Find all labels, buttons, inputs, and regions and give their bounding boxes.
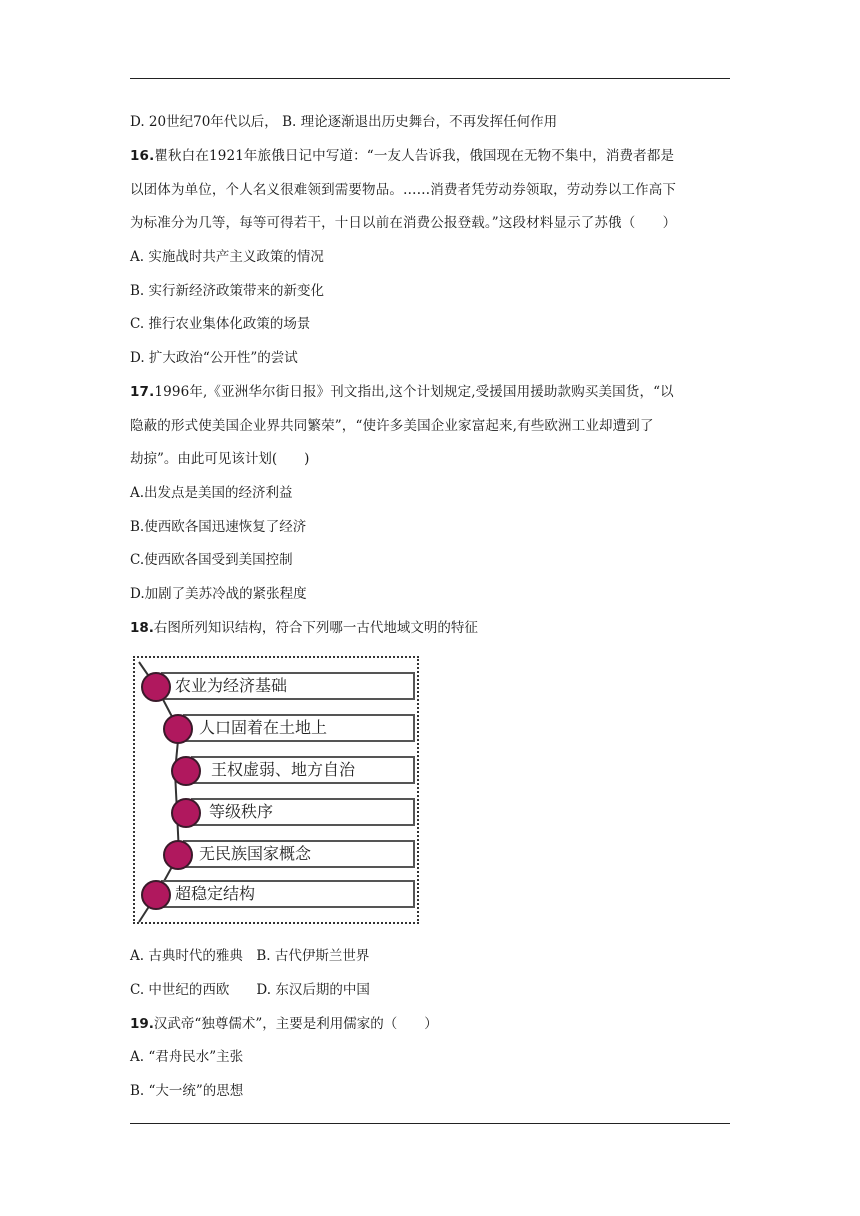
item-label: 王权虚弱、地方自治: [211, 760, 356, 779]
bead-icon: [141, 672, 171, 702]
option-a: A. 实施战时共产主义政策的情况: [130, 249, 324, 265]
item-label: 农业为经济基础: [175, 676, 288, 695]
question-number: 16.: [130, 148, 155, 164]
structure-item: [191, 756, 415, 784]
structure-item: [183, 840, 415, 868]
structure-item: [183, 714, 415, 742]
option-d: D. 扩大政治“公开性”的尝试: [130, 350, 298, 366]
option-a: A.出发点是美国的经济利益: [130, 485, 293, 501]
question-number: 18.: [130, 620, 154, 636]
question-text: 瞿秋白在1921年旅俄日记中写道：“一友人告诉我，俄国现在无物不集中，消费者都是: [154, 148, 675, 164]
option-b: B. 实行新经济政策带来的新变化: [130, 283, 325, 299]
structure-item: [191, 798, 415, 826]
header-rule: [130, 78, 730, 79]
structure-item: [161, 672, 415, 700]
option-b: B. “大一统”的思想: [130, 1083, 244, 1099]
text-line: 隐蔽的形式使美国企业界共同繁荣”，“使许多美国企业家富起来,有些欧洲工业却遭到了: [130, 418, 654, 434]
option-d: D.加剧了美苏冷战的紧张程度: [130, 586, 307, 602]
text-line: D. 20世纪70年代以后， B. 理论逐渐退出历史舞台，不再发挥任何作用: [130, 114, 558, 130]
question-number: 19.: [130, 1016, 154, 1032]
footer-rule: [130, 1123, 730, 1124]
question-text: 汉武帝“独尊儒术”，主要是利用儒家的（ ）: [153, 1016, 438, 1032]
option-a: A. “君舟民水”主张: [130, 1049, 244, 1065]
question-16-stem: [130, 146, 730, 166]
bead-icon: [141, 880, 171, 910]
option-c: C.使西欧各国受到美国控制: [130, 552, 293, 568]
text-line: 以团体为单位，个人名义很难领到需要物品。……消费者凭劳动券领取，劳动券以工作高下: [130, 182, 676, 198]
option-c: C. 推行农业集体化政策的场景: [130, 316, 311, 332]
bead-icon: [171, 756, 201, 786]
item-label: 等级秩序: [209, 802, 274, 821]
text-line: 为标准分为几等，每等可得若干，十日以前在消费公报登载。”这段材料显示了苏俄（ ）: [130, 215, 677, 231]
option-row-ab: A. 古典时代的雅典 B. 古代伊斯兰世界: [130, 948, 370, 964]
structure-item: [161, 880, 415, 908]
bead-icon: [171, 798, 201, 828]
option-row-cd: C. 中世纪的西欧 D. 东汉后期的中国: [130, 982, 370, 998]
question-17-stem: [130, 382, 730, 402]
item-label: 无民族国家概念: [199, 844, 312, 863]
question-18-stem: [130, 618, 730, 638]
bead-icon: [163, 840, 193, 870]
item-label: 人口固着在土地上: [199, 718, 328, 737]
text-line: 劫掠”。由此可见该计划( ): [130, 451, 310, 467]
question-19-stem: [130, 1014, 730, 1034]
question-text: 1996年,《亚洲华尔街日报》刊文指出,这个计划规定,受援国用援助款购买美国货，“以: [154, 384, 674, 400]
question-text: 右图所列知识结构，符合下列哪一古代地域文明的特征: [153, 620, 478, 636]
option-b: B.使西欧各国迅速恢复了经济: [130, 519, 307, 535]
bead-icon: [163, 714, 193, 744]
question-number: 17.: [130, 384, 155, 400]
item-label: 超稳定结构: [175, 884, 256, 903]
knowledge-structure-diagram: [133, 656, 419, 924]
